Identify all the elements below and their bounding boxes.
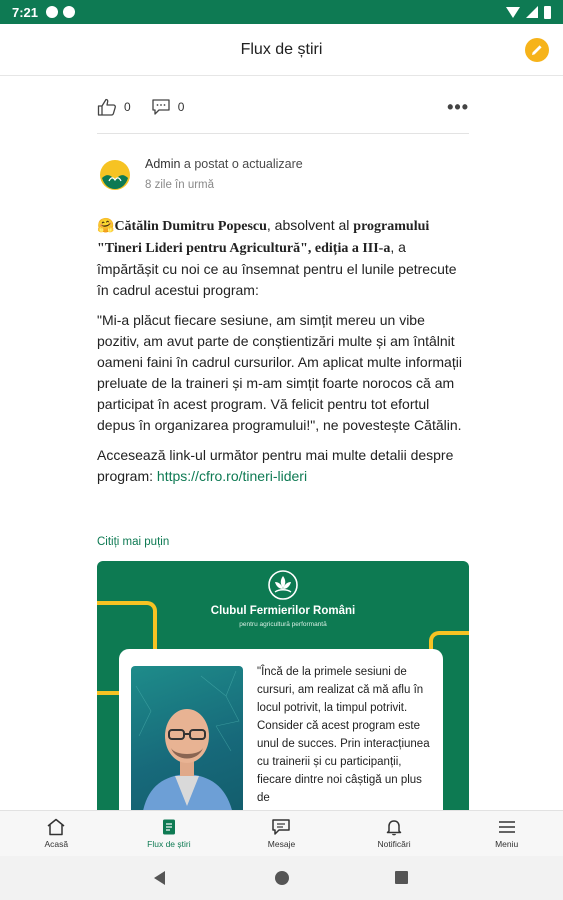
post-text: Accesează link-ul următor pentru mai multe detalii despre program: [97, 447, 454, 484]
home-circle-icon[interactable] [275, 871, 289, 885]
nav-label: Acasă [44, 839, 69, 849]
participant-photo [131, 666, 243, 810]
nav-messages[interactable] [225, 811, 338, 856]
nav-news-feed[interactable] [113, 811, 226, 856]
menu-icon [497, 818, 517, 836]
hugging-emoji-icon: 🤗 [97, 217, 115, 233]
comment-button[interactable] [151, 98, 185, 116]
status-time: 7:21 [12, 4, 39, 20]
post-text: , a împărtășit cu noi ce au însemnat pentru el lunile petrecute în cadrul acestui program: [97, 239, 457, 298]
app-status-icon [63, 6, 75, 18]
recent-apps-icon[interactable] [395, 871, 408, 884]
post-action: a postat o actualizare [180, 157, 303, 171]
post-paragraph-2: "Mi-a plăcut fiecare sesiune, am simțit mereu un vibe pozitiv, am avut parte de conștientizări multe și am întâlnit oameni faini în cadrul cursurilor. Am aplicat multe informații preluate de la traineri și m-am simțit foarte norocos că am participat în acest program. Vă felicit pentru tot efortul depus în organizarea programului!", ne povestește Cătălin. [97, 312, 462, 433]
divider [97, 133, 469, 134]
like-button[interactable] [97, 98, 131, 116]
back-icon[interactable] [154, 871, 165, 885]
news-icon [160, 818, 178, 836]
nav-menu[interactable] [450, 811, 563, 856]
post-time: 8 zile în urmă [145, 179, 215, 191]
nav-label: Mesaje [267, 839, 296, 849]
author-name[interactable]: Admin [145, 157, 181, 171]
app-bar [0, 24, 563, 76]
author-line [145, 157, 303, 171]
thumbs-up-icon [97, 98, 117, 116]
post-image[interactable] [97, 561, 469, 810]
post-paragraph-1 [97, 215, 469, 301]
more-options-button[interactable]: ••• [447, 96, 469, 117]
reactions-bar [97, 93, 469, 121]
program-link[interactable]: https://cfro.ro/tineri-lideri [156, 468, 308, 484]
status-bar [0, 0, 563, 24]
page-title: Flux de știri [240, 40, 323, 58]
club-tagline: pentru agricultură performantă [239, 621, 327, 628]
testimonial-quote: "Încă de la primele sesiuni de cursuri, am realizat că mă aflu în locul potrivit, la timpul potrivit. Consider că acest program este unul de succes. Prin interacțiunea cu trainerii și cu participanții, fiecare dintre noi câștigă un plus de [257, 666, 430, 804]
signal-icon [526, 6, 538, 18]
like-count: 0 [124, 100, 131, 114]
system-navigation-bar [0, 856, 563, 900]
bottom-navigation [0, 810, 563, 856]
post-body [97, 215, 469, 496]
nav-notifications[interactable] [338, 811, 451, 856]
club-logo-icon [267, 569, 299, 601]
home-icon [46, 818, 66, 836]
news-feed[interactable] [0, 77, 563, 810]
post-paragraph-3 [97, 445, 469, 487]
notification-icon [46, 6, 58, 18]
post-header [97, 157, 469, 197]
read-less-link[interactable]: Citiți mai puțin [97, 536, 170, 548]
person-illustration [131, 666, 243, 810]
bell-icon [385, 818, 403, 836]
club-name: Clubul Fermierilor Români [210, 605, 356, 617]
testimonial-card [119, 649, 443, 810]
edit-post-button[interactable] [525, 38, 549, 62]
battery-icon [544, 6, 551, 19]
pencil-icon [530, 43, 544, 57]
nav-label: Notificări [377, 839, 411, 849]
wifi-icon [506, 7, 520, 18]
comment-icon [151, 98, 171, 116]
post-text: , absolvent al [266, 217, 354, 233]
person-name: Cătălin Dumitru Popescu [114, 219, 267, 234]
messages-icon [271, 818, 291, 836]
comment-count: 0 [177, 100, 185, 114]
nav-label: Flux de știri [147, 839, 191, 849]
nav-home[interactable] [0, 811, 113, 856]
program-name: programului "Tineri Lideri pentru Agricultură", ediția a III-a [97, 219, 430, 256]
nav-label: Meniu [495, 839, 519, 849]
author-avatar[interactable] [99, 159, 131, 191]
